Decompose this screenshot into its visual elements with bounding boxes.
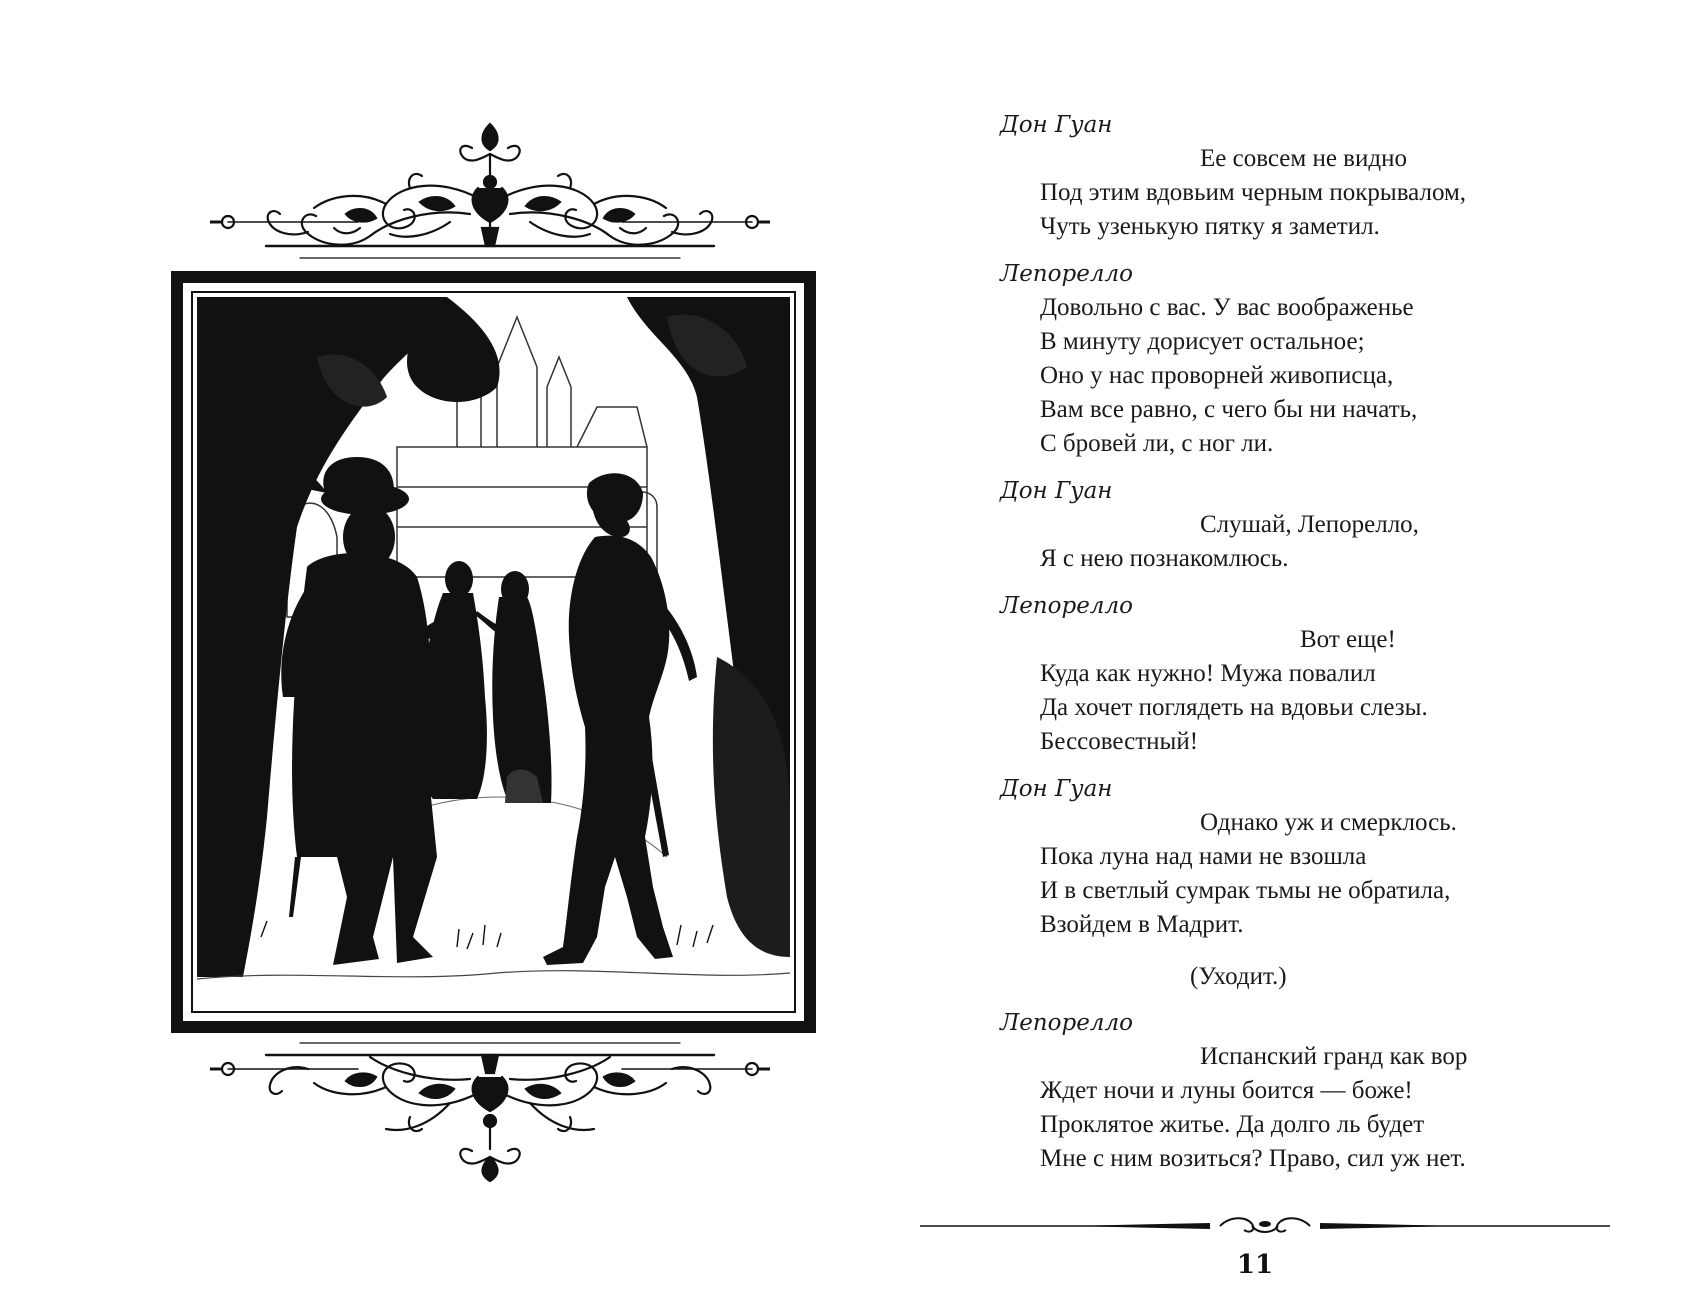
verse-line: Проклятое житье. Да долго ль будет [1040, 1111, 1425, 1138]
verse-line: В минуту дорисует остальное; [1040, 328, 1365, 355]
verse-line: Под этим вдовьим черным покрывалом, [1040, 179, 1467, 206]
speaker-name: Лепорелло [1000, 1010, 1133, 1036]
verse-line: Ее совсем не видно [1200, 145, 1407, 172]
dialogue-block [1000, 257, 1620, 461]
speaker-name: Дон Гуан [1000, 112, 1113, 138]
verse-line: Оно у нас проворней живописца, [1040, 362, 1394, 389]
verse-line: Вот еще! [1300, 626, 1396, 653]
footer-divider-ornament [920, 1214, 1610, 1238]
verse-line: Пока луна над нами не взошла [1040, 843, 1367, 870]
verse-line: С бровей ли, с ног ли. [1040, 430, 1274, 457]
verse-line: Да хочет поглядеть на вдовьи слезы. [1040, 694, 1428, 721]
verse-line: Однако уж и смерклось. [1200, 809, 1457, 836]
page-number: 11 [1236, 1250, 1274, 1280]
speaker-name: Дон Гуан [1000, 478, 1113, 504]
verse-line: Ждет ночи и луны боится — боже! [1040, 1077, 1413, 1104]
verse-line: Слушай, Лепорелло, [1200, 511, 1419, 538]
bottom-ornament [210, 1033, 770, 1183]
stage-direction: (Уходит.) [1190, 963, 1287, 990]
speaker-name: Лепорелло [1000, 261, 1133, 287]
illustration-frame [171, 271, 816, 1033]
verse-line: Чуть узенькую пятку я заметил. [1040, 213, 1380, 240]
speaker-name: Дон Гуан [1000, 776, 1113, 802]
verse-line: Довольно с вас. У вас воображенье [1040, 294, 1414, 321]
verse-line: Куда как нужно! Мужа повалил [1040, 660, 1376, 687]
silhouette-illustration [197, 297, 790, 1007]
top-ornament [210, 118, 770, 278]
verse-line: Испанский гранд как вор [1200, 1043, 1468, 1070]
dialogue-block [1000, 108, 1620, 244]
dialogue-block [1000, 772, 1620, 942]
dialogue-block [1000, 1006, 1620, 1176]
dialogue-block [1000, 474, 1620, 576]
play-text [1000, 108, 1620, 1189]
verse-line: Вам все равно, с чего бы ни начать, [1040, 396, 1418, 423]
verse-line: Бессовестный! [1040, 728, 1199, 755]
verse-line: Я с нею познакомлюсь. [1040, 545, 1289, 572]
dialogue-block [1000, 589, 1620, 759]
verse-line: И в светлый сумрак тьмы не обратила, [1040, 877, 1451, 904]
verse-line: Мне с ним возиться? Право, сил уж нет. [1040, 1145, 1466, 1172]
verse-line: Взойдем в Мадрит. [1040, 911, 1244, 938]
speaker-name: Лепорелло [1000, 593, 1133, 619]
